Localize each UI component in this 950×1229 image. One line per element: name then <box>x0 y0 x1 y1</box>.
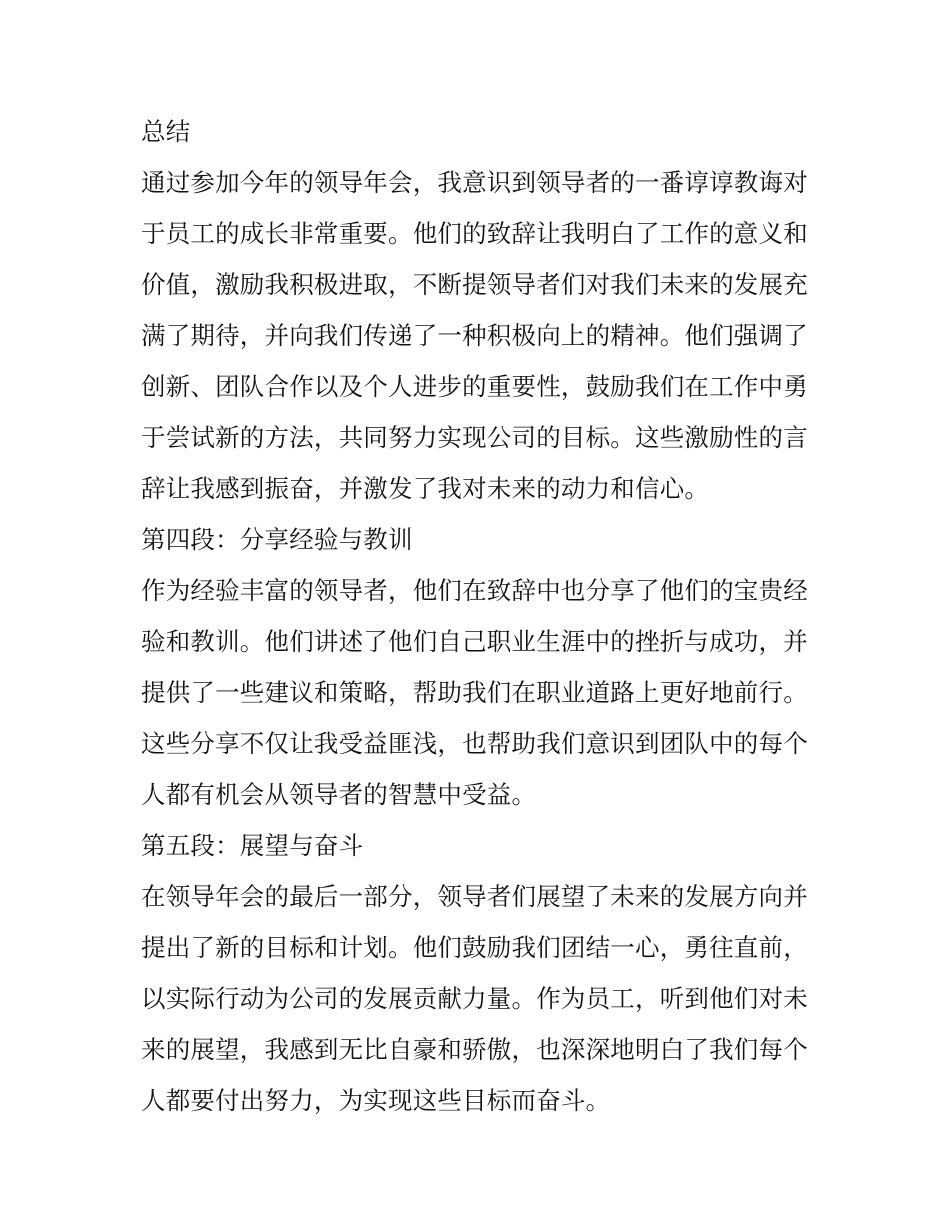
text-line: 以实际行动为公司的发展贡献力量。作为员工，听到他们对未 <box>141 984 808 1013</box>
text-line: 创新、团队合作以及个人进步的重要性，鼓励我们在工作中勇 <box>141 372 808 401</box>
text-line: 在领导年会的最后一部分，领导者们展望了未来的发展方向并 <box>141 882 808 911</box>
document-body <box>141 106 821 1126</box>
text-line: 满了期待，并向我们传递了一种积极向上的精神。他们强调了 <box>141 321 808 350</box>
text-line: 辞让我感到振奋，并激发了我对未来的动力和信心。 <box>141 474 710 503</box>
section-heading-summary: 总结 <box>141 117 191 146</box>
section-heading-part-four: 第四段：分享经验与教训 <box>141 525 413 554</box>
text-line: 提供了一些建议和策略，帮助我们在职业道路上更好地前行。 <box>141 678 808 707</box>
text-line: 作为经验丰富的领导者，他们在致辞中也分享了他们的宝贵经 <box>141 576 808 605</box>
text-line: 于员工的成长非常重要。他们的致辞让我明白了工作的意义和 <box>141 219 808 248</box>
text-line: 价值，激励我积极进取，不断提领导者们对我们未来的发展充 <box>141 270 808 299</box>
text-line: 来的展望，我感到无比自豪和骄傲，也深深地明白了我们每个 <box>141 1035 808 1064</box>
text-line: 通过参加今年的领导年会，我意识到领导者的一番谆谆教诲对 <box>141 168 808 197</box>
text-line: 人都要付出努力，为实现这些目标而奋斗。 <box>141 1086 611 1115</box>
text-line: 人都有机会从领导者的智慧中受益。 <box>141 780 537 809</box>
text-line: 验和教训。他们讲述了他们自己职业生涯中的挫折与成功，并 <box>141 627 808 656</box>
text-line: 于尝试新的方法，共同努力实现公司的目标。这些激励性的言 <box>141 423 808 452</box>
text-line: 这些分享不仅让我受益匪浅，也帮助我们意识到团队中的每个 <box>141 729 808 758</box>
text-line: 提出了新的目标和计划。他们鼓励我们团结一心，勇往直前， <box>141 933 808 962</box>
section-heading-part-five: 第五段：展望与奋斗 <box>141 831 364 860</box>
